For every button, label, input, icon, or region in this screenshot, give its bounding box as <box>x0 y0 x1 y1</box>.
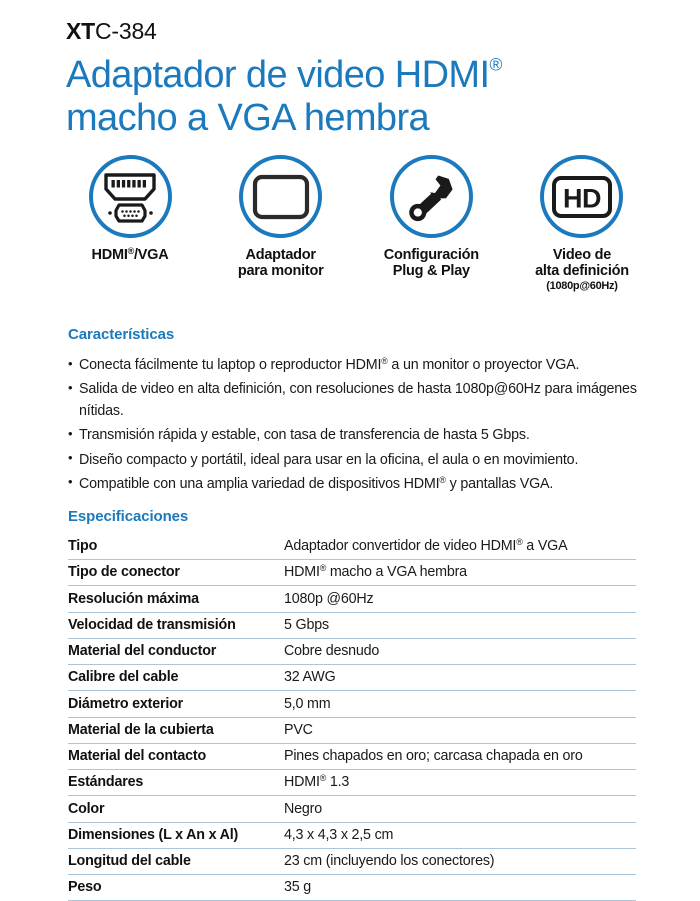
spec-value-text: Pines chapados en oro; carcasa chapada en oro <box>284 748 583 765</box>
spec-label: Material del conductor <box>68 643 217 660</box>
icon-caption-text-line2: alta definición <box>535 263 629 280</box>
spec-label: Estándares <box>68 774 144 791</box>
features-section <box>68 326 648 497</box>
features-heading: Características <box>68 326 175 343</box>
icon-caption-hd <box>508 247 656 279</box>
icon-subcaption-hd-resolution: (1080p@60Hz) <box>546 280 618 293</box>
spec-value <box>284 691 636 717</box>
feature-text-tail: a un monitor o proyector VGA. <box>387 357 580 373</box>
spec-value-text: Cobre desnudo <box>284 643 380 660</box>
spec-value-text: 1080p @60Hz <box>284 590 374 607</box>
title-line-1: Adaptador de video HDMI <box>66 54 490 96</box>
spec-label: Material de la cubierta <box>68 721 214 738</box>
feature-text: Conecta fácilmente tu laptop o reproductor HDMI <box>79 357 382 373</box>
spec-value-text: HDMI <box>284 564 320 581</box>
registered-trademark-symbol: ® <box>516 537 523 548</box>
registered-trademark-symbol: ® <box>439 474 446 485</box>
icon-caption-text: Configuración <box>383 247 479 263</box>
feature-icon-cell-monitor <box>207 155 355 279</box>
spec-label: Tipo <box>68 538 98 555</box>
table-row <box>68 848 636 874</box>
table-row <box>68 665 636 691</box>
table-row <box>68 822 636 848</box>
svg-text:HD: HD <box>562 183 601 213</box>
specifications-heading: Especificaciones <box>68 508 189 525</box>
list-item <box>68 473 648 495</box>
list-item <box>68 424 648 446</box>
hdmi-vga-connector-icon <box>89 155 172 238</box>
hd-badge-icon <box>540 155 623 238</box>
spec-label: Velocidad de transmisión <box>68 616 236 633</box>
table-row <box>68 875 636 901</box>
spec-value-text: 5 Gbps <box>284 616 329 633</box>
feature-icon-row <box>56 155 656 293</box>
spec-value-text: Adaptador convertidor de video HDMI <box>284 538 517 555</box>
spec-value <box>284 822 636 848</box>
spec-value-text: 5,0 mm <box>284 695 331 712</box>
table-row <box>68 586 636 612</box>
table-row <box>68 717 636 743</box>
spec-value-text: HDMI <box>284 774 320 791</box>
table-row <box>68 612 636 638</box>
sku-rest-part: C-384 <box>95 18 157 44</box>
spec-value-text: 35 g <box>284 879 312 896</box>
spec-value-text: Negro <box>284 800 322 817</box>
spec-value <box>284 534 636 560</box>
spec-label: Material del contacto <box>68 748 207 765</box>
table-row <box>68 796 636 822</box>
list-item <box>68 449 648 471</box>
feature-icon-cell-plug-and-play <box>357 155 505 279</box>
registered-trademark-symbol: ® <box>127 246 134 257</box>
spec-value-text: 32 AWG <box>284 669 336 686</box>
spec-value-text-tail: macho a VGA hembra <box>326 564 467 581</box>
specifications-table <box>68 534 636 901</box>
registered-trademark-symbol: ® <box>381 356 388 367</box>
registered-trademark-symbol: ® <box>319 563 327 574</box>
feature-icon-cell-hdmi-vga <box>56 155 204 263</box>
spec-value <box>284 717 636 743</box>
page-title <box>66 54 666 140</box>
icon-caption-text-line2: para monitor <box>237 263 324 280</box>
spec-value <box>284 560 636 586</box>
spec-value <box>284 770 636 796</box>
spec-value-text: 23 cm (incluyendo los conectores) <box>284 853 495 869</box>
spec-value-text-tail: 1.3 <box>326 774 350 791</box>
spec-value <box>284 875 636 901</box>
wrench-icon <box>390 155 473 238</box>
table-row <box>68 638 636 664</box>
product-sku <box>66 18 157 45</box>
table-row <box>68 534 636 560</box>
spec-label: Diámetro exterior <box>68 695 183 712</box>
specifications-section <box>68 508 636 901</box>
spec-value <box>284 665 636 691</box>
title-line-2: macho a VGA hembra <box>66 96 430 139</box>
spec-value-text: PVC <box>284 721 313 738</box>
spec-label: Dimensiones (L x An x Al) <box>68 826 239 843</box>
icon-caption-text: HDMI <box>91 247 128 263</box>
icon-caption-hdmi-vga <box>56 247 204 263</box>
icon-caption-text: Adaptador <box>245 247 316 263</box>
list-item <box>68 354 648 376</box>
spec-label: Color <box>68 800 105 817</box>
spec-value-text-tail: a VGA <box>522 538 568 555</box>
feature-text: Transmisión rápida y estable, con tasa de transferencia de hasta 5 Gbps. <box>79 427 530 444</box>
feature-text: Diseño compacto y portátil, ideal para usar en la oficina, el aula o en movimiento. <box>79 451 579 468</box>
table-row <box>68 560 636 586</box>
spec-value <box>284 848 636 874</box>
spec-value <box>284 586 636 612</box>
icon-caption-plug-and-play <box>357 247 505 279</box>
table-row <box>68 743 636 769</box>
table-row <box>68 770 636 796</box>
list-item <box>68 378 648 422</box>
spec-value <box>284 638 636 664</box>
icon-caption-text-line2: Plug & Play <box>392 263 470 280</box>
feature-text: Salida de video en alta definición, con resoluciones de hasta 1080p@60Hz para imágenes nítidas. <box>79 381 637 420</box>
spec-label: Peso <box>68 879 102 896</box>
feature-text: Compatible con una amplia variedad de dispositivos HDMI <box>79 475 440 492</box>
spec-label: Tipo de conector <box>68 564 180 581</box>
feature-icon-cell-hd <box>508 155 656 293</box>
table-row <box>68 691 636 717</box>
features-list <box>68 354 648 495</box>
monitor-icon <box>239 155 322 238</box>
spec-label: Calibre del cable <box>68 669 179 686</box>
feature-text-tail: y pantallas VGA. <box>445 475 554 492</box>
spec-value <box>284 612 636 638</box>
spec-value <box>284 796 636 822</box>
icon-caption-monitor <box>207 247 355 279</box>
registered-trademark-symbol: ® <box>319 773 327 784</box>
icon-caption-text-tail: /VGA <box>133 247 169 263</box>
spec-label: Longitud del cable <box>68 853 191 869</box>
spec-label: Resolución máxima <box>68 590 199 607</box>
registered-trademark-symbol: ® <box>489 54 502 75</box>
icon-caption-text: Video de <box>552 247 612 263</box>
sku-bold-part: XT <box>66 18 95 44</box>
spec-value <box>284 743 636 769</box>
spec-value-text: 4,3 x 4,3 x 2,5 cm <box>284 826 394 843</box>
